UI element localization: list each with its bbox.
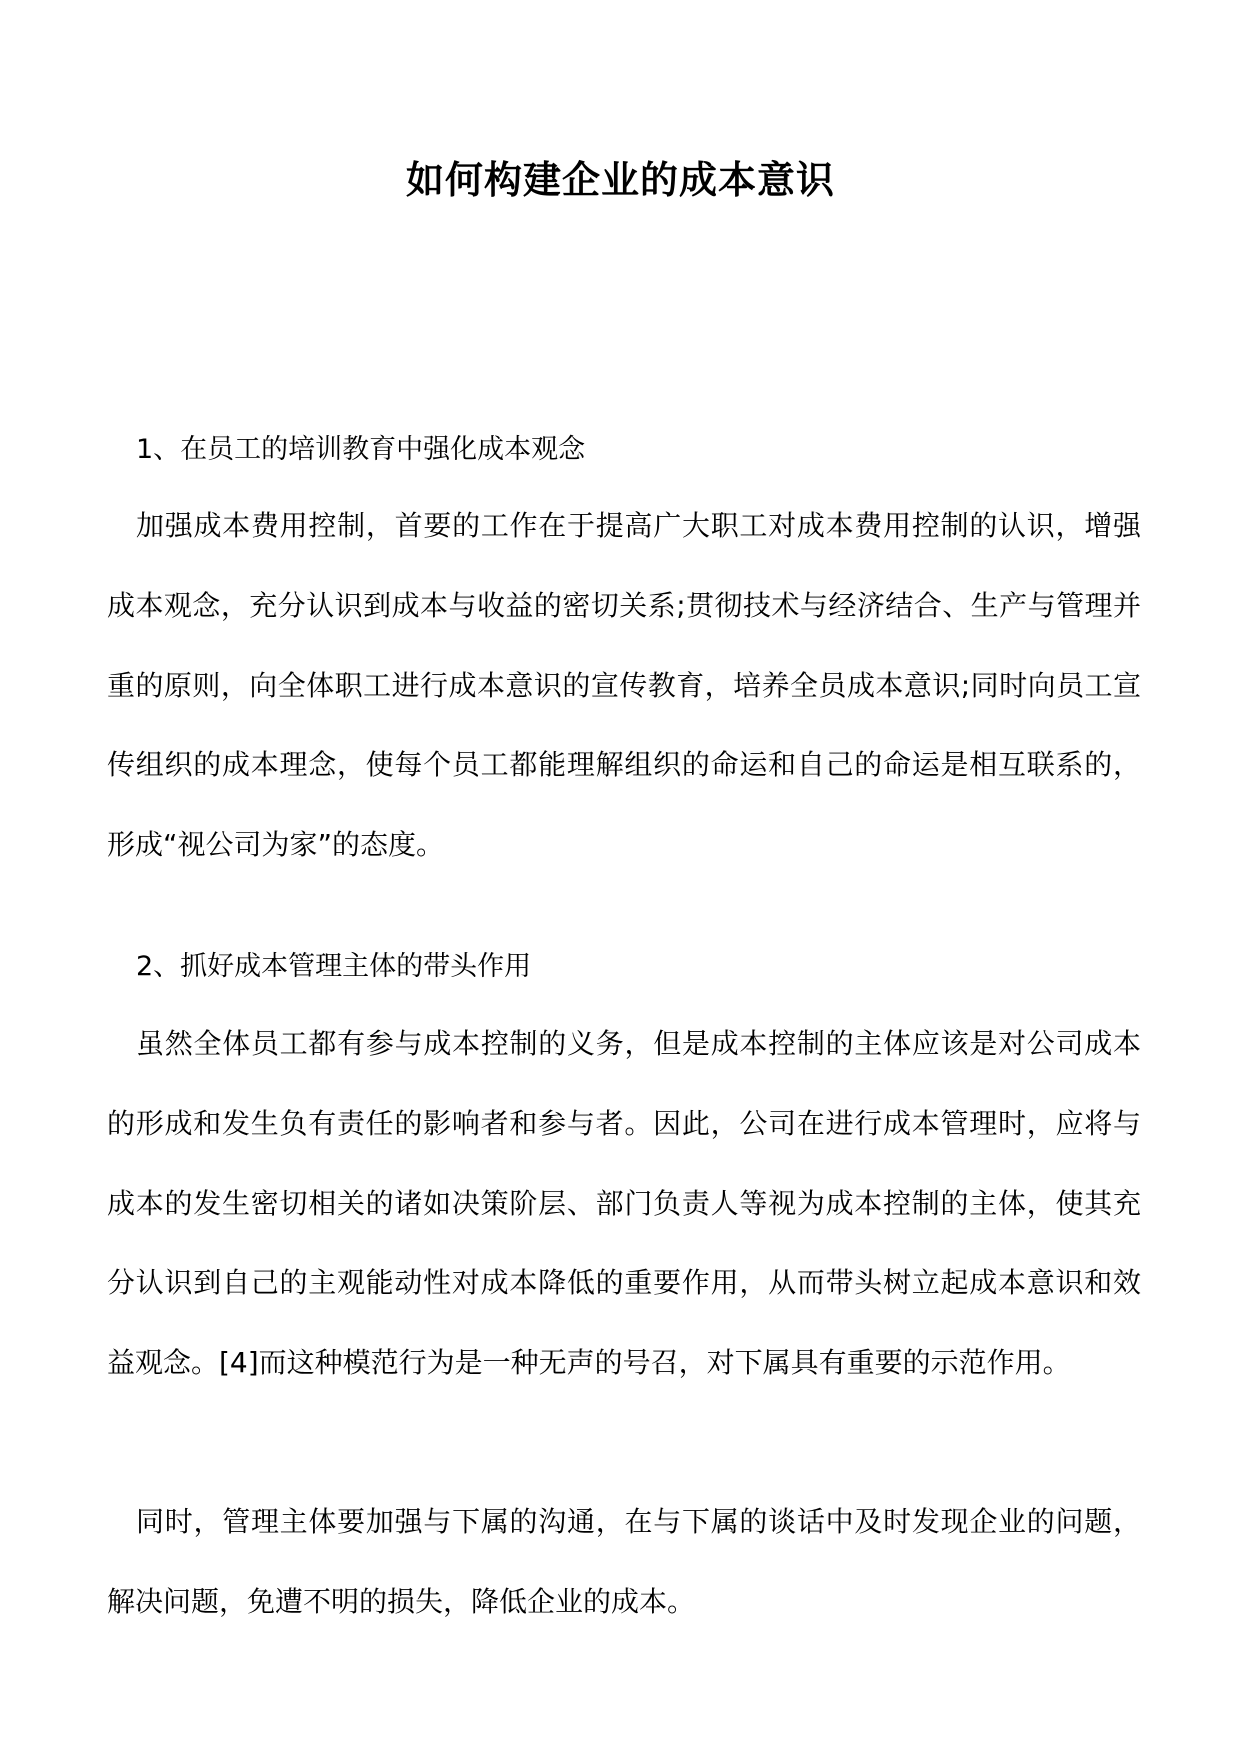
section-2-paragraph-1: 虽然全体员工都有参与成本控制的义务，但是成本控制的主体应该是对公司成本的形成和发生负有责任的影响者和参与者。因此，公司在进行成本管理时，应将与成本的发生密切相关的诸如决策阶层、部门负责人等视为成本控制的主体，使其充分认识到自己的主观能动性对成本降低的重要作用，从而带头树立起成本意识和效益观念。[4]而这种模范行为是一种无声的号召，对下属具有重要的示范作用。 [107,1027,1141,1380]
section-1-paragraph: 加强成本费用控制，首要的工作在于提高广大职工对成本费用控制的认识，增强成本观念，充分认识到成本与收益的密切关系;贯彻技术与经济结合、生产与管理并重的原则，向全体职工进行成本意识的宣传教育，培养全员成本意识;同时向员工宣传组织的成本理念，使每个员工都能理解组织的命运和自己的命运是相互联系的，形成“视公司为家”的态度。 [107,509,1141,862]
document-title: 如何构建企业的成本意识 [405,157,835,202]
section-2-paragraph-2: 同时，管理主体要加强与下属的沟通，在与下属的谈话中及时发现企业的问题，解决问题，免遭不明的损失，降低企业的成本。 [107,1505,1141,1618]
section-heading-2: 2、抓好成本管理主体的带头作用 [136,951,532,982]
section-heading-1: 1、在员工的培训教育中强化成本观念 [136,434,586,465]
